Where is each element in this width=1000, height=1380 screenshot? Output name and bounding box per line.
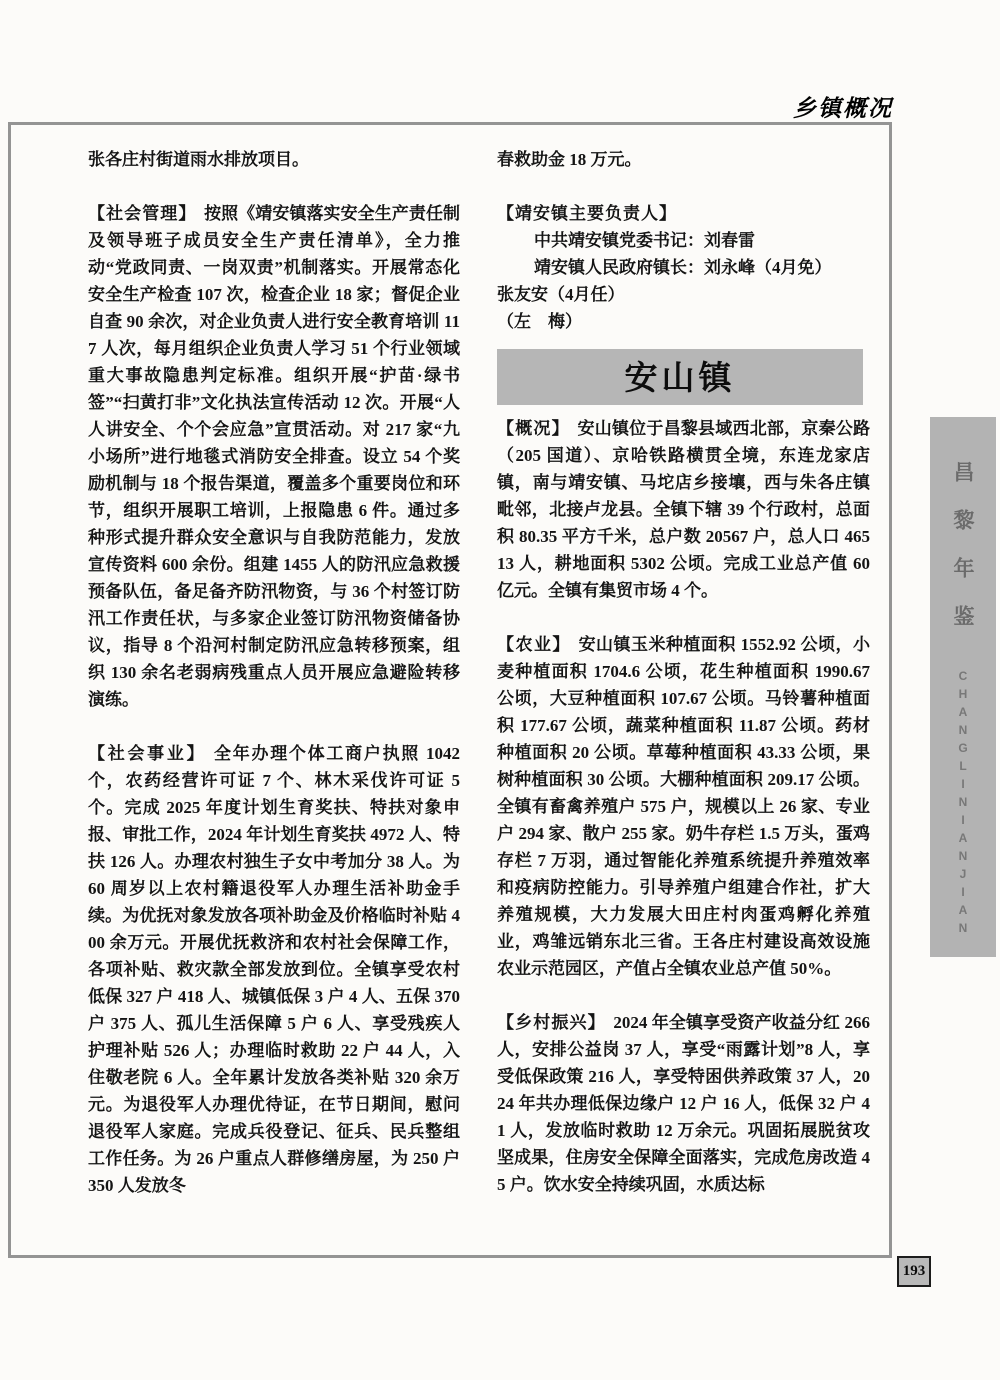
paragraph-heading: 【社会管理】 (88, 204, 197, 223)
paragraph-text: 安山镇玉米种植面积 1552.92 公顷，小麦种植面积 1704.6 公顷，花生种植面积 1990.67 公顷，大豆种植面积 107.67 公顷。马铃薯种植面积 177.67 公顷，蔬菜种植面积 11.87 公顷。药材种植面积 20 公顷。草莓种植面积 43.33 公顷，果树种植面积 30 公顷。大棚种植面积 209.17 公顷。全镇有畜禽养殖户 575 户，规模以上 26 家、专业户 294 家、散户 255 家。奶牛存栏 1.5 万头，蛋鸡存栏 7 万羽，通过智能化养殖系统提升养殖效率和疫病防控能力。引导养殖户组建合作社，扩大养殖规模，大力发展大田庄村肉蛋鸡孵化养殖业，鸡雏远销东北三省。王各庄村建设高效设施农业示范园区，产值占全镇农业总产值 50%。 (497, 635, 870, 978)
running-head: 乡镇概况 (793, 96, 893, 121)
paragraph-text: 2024 年全镇享受资产收益分红 266 人，安排公益岗 37 人，享受“雨露计划”8 人，享受低保政策 216 人，享受特困供养政策 37 人，2024 年共办理低保边缘户 12 户 16 人，低保 32 户 41 人，发放临时救助 12 万余元。巩固拓展脱贫攻坚成果，住房安全保障全面落实，完成危房改造 45 户。饮水安全持续巩固，水质达标 (497, 1013, 870, 1194)
paragraph-agriculture (497, 631, 870, 982)
paragraph-heading: 【农业】 (497, 635, 571, 654)
leaders-editor-credit: （左 梅） (497, 312, 582, 331)
right-column (497, 146, 870, 1242)
paragraph-text: 按照《靖安镇落实安全生产责任制及领导班子成员安全生产责任清单》，全力推动“党政同责、一岗双责”机制落实。开展常态化安全生产检查 107 次，检查企业 18 家；督促企业自查 90 余次，对企业负责人进行安全教育培训 117 人次，每月组织企业负责人学习 51 个行业领域重大事故隐患判定标准。组织开展“护苗·绿书签”“扫黄打非”文化执法宣传活动 12 次。开展“人人讲安全、个个会应急”宣贯活动。对 217 家“九小场所”进行地毯式消防安全排查。设立 54 个奖励机制与 18 个报告渠道，覆盖多个重要岗位和环节，组织开展职工培训，上报隐患 6 件。通过多种形式提升群众安全意识与自我防范能力，发放宣传资料 600 余份。组建 1455 人的防汛应急救援预备队伍，备足备齐防汛物资，与 36 个村签订防汛工作责任状，与多家企业签订防汛物资储备协议，指导 8 个沿河村制定防汛应急转移预案，组织 130 余名老弱病残重点人员开展应急避险转移演练。 (88, 204, 460, 709)
left-column (88, 146, 460, 1242)
yearbook-title-vertical: 昌黎年鉴 (951, 461, 975, 653)
section-title-anshan: 安山镇 (497, 349, 863, 405)
paragraph-social-management (88, 200, 460, 713)
paragraph-heading: 【概况】 (497, 419, 570, 438)
leader-line: 靖安镇人民政府镇长：刘永峰（4月免） (534, 258, 832, 277)
leaders-heading: 【靖安镇主要负责人】 (497, 204, 677, 223)
paragraph-text: 全年办理个体工商户执照 1042 个，农药经营许可证 7 个、林木采伐许可证 5 个。完成 2025 年度计划生育奖扶、特扶对象申报、审批工作，2024 年计划生育奖扶 4972 人、特扶 126 人。办理农村独生子女中考加分 38 人。为 60 周岁以上农村籍退役军人办理生活补助金手续。为优抚对象发放各项补助金及价格临时补贴 400 余万元。开展优抚救济和农村社会保障工作，各项补贴、救灾款全部发放到位。全镇享受农村低保 327 户 418 人、城镇低保 3 户 4 人、五保 370 户 375 人、孤儿生活保障 5 户 6 人、享受残疾人护理补贴 526 人；办理临时救助 22 户 44 人，入住敬老院 6 人。全年累计发放各类补贴 320 余万元。为退役军人办理优待证，在节日期间，慰问退役军人家庭。完成兵役登记、征兵、民兵整组工作任务。为 26 户重点人群修缮房屋，为 250 户 350 人发放冬 (88, 744, 460, 1195)
paragraph-rural-revitalization (497, 1009, 870, 1198)
continuation-text: 张各庄村街道雨水排放项目。 (88, 150, 309, 169)
yearbook-pinyin-vertical: CHANGLINIANJIAN (956, 669, 970, 939)
page-number-badge: 193 (897, 1256, 931, 1287)
paragraph-social-programs (88, 740, 460, 1199)
paragraph-text: 安山镇位于昌黎县域西北部，京秦公路（205 国道）、京哈铁路横贯全境，东连龙家店镇，南与靖安镇、马坨店乡接壤，西与朱各庄镇毗邻，北接卢龙县。全镇下辖 39 个行政村，总面积 80.35 平方千米，总户数 20567 户，总人口 46513 人，耕地面积 5302 公顷。完成工业总产值 60 亿元。全镇有集贸市场 4 个。 (497, 419, 870, 600)
paragraph-overview (497, 415, 870, 604)
leader-line: 中共靖安镇党委书记：刘春雷 (534, 231, 755, 250)
leaders-block (497, 200, 870, 335)
yearbook-edge-tab (930, 417, 996, 957)
paragraph-heading: 【社会事业】 (88, 744, 207, 763)
leader-line: 张友安（4月任） (497, 285, 625, 304)
continuation-text: 春救助金 18 万元。 (497, 150, 642, 169)
paragraph-heading: 【乡村振兴】 (497, 1013, 606, 1032)
